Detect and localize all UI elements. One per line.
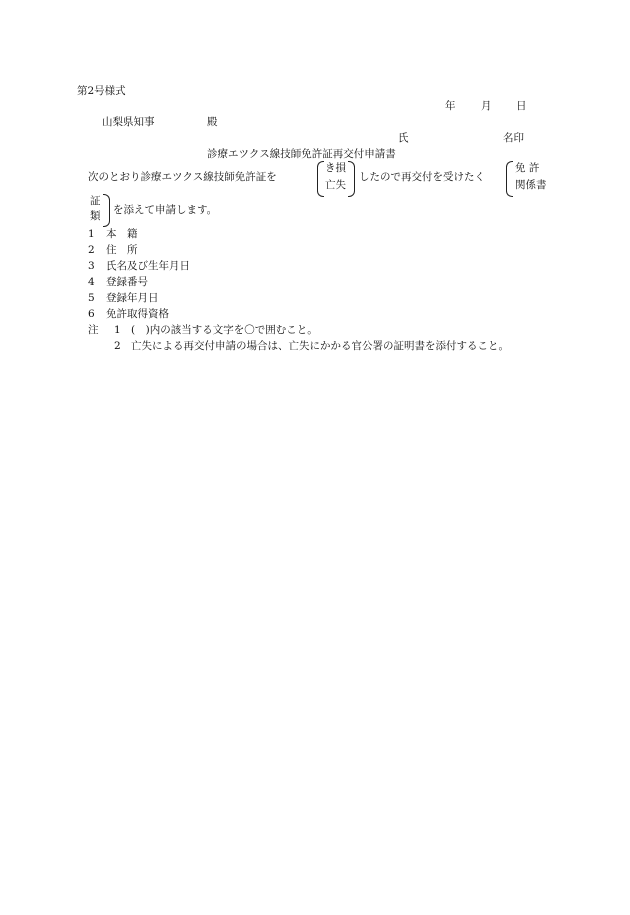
doc-right-bracket xyxy=(103,194,110,227)
applicant-seal-label: 名印 xyxy=(503,132,524,144)
body-end: を添えて申請します。 xyxy=(113,204,218,216)
doc-left-bracket xyxy=(506,161,513,197)
note-2-text: 亡失による再交付申請の場合は、亡失にかかる官公署の証明書を添付すること。 xyxy=(131,340,509,352)
item-2-label: 住 所 xyxy=(106,244,138,256)
item-4-number: 4 xyxy=(88,276,95,288)
item-1-label: 本 籍 xyxy=(106,228,138,240)
item-6-label: 免許取得資格 xyxy=(106,308,169,320)
reason-left-bracket xyxy=(317,161,324,197)
body-mid: したので再交付を受けたく xyxy=(359,171,485,183)
item-3-label: 氏名及び生年月日 xyxy=(106,260,190,272)
reason-option-damaged: き損 xyxy=(325,162,346,174)
form-number: 第2号様式 xyxy=(77,85,126,97)
date-month-label: 月 xyxy=(481,100,492,112)
addressee-name: 山梨県知事 xyxy=(102,116,155,128)
applicant-name-label: 氏 xyxy=(398,132,409,144)
doc-option-license: 免 許 xyxy=(515,162,540,174)
note-1-text: ( )内の該当する文字を〇で囲むこと。 xyxy=(131,324,318,336)
item-1-number: 1 xyxy=(88,228,95,240)
item-3-number: 3 xyxy=(88,260,95,272)
doc-option-certificate-b: 類 xyxy=(90,210,101,222)
notes-prefix: 注 xyxy=(88,324,99,336)
date-day-label: 日 xyxy=(516,100,527,112)
item-5-number: 5 xyxy=(88,292,95,304)
doc-option-certificate-a: 証 xyxy=(90,195,101,207)
reason-option-lost: 亡失 xyxy=(325,179,346,191)
note-2-number: 2 xyxy=(114,340,121,352)
item-4-label: 登録番号 xyxy=(106,276,148,288)
body-intro: 次のとおり診療エツクス線技師免許証を xyxy=(88,171,277,183)
reason-right-bracket xyxy=(348,161,355,197)
item-2-number: 2 xyxy=(88,244,95,256)
doc-option-related: 関係書 xyxy=(515,179,547,191)
page-title: 診療エツクス線技師免許証再交付申請書 xyxy=(207,148,396,160)
item-6-number: 6 xyxy=(88,308,95,320)
item-5-label: 登録年月日 xyxy=(106,292,159,304)
date-year-label: 年 xyxy=(445,100,456,112)
addressee-honorific: 殿 xyxy=(207,116,218,128)
note-1-number: 1 xyxy=(114,324,121,336)
